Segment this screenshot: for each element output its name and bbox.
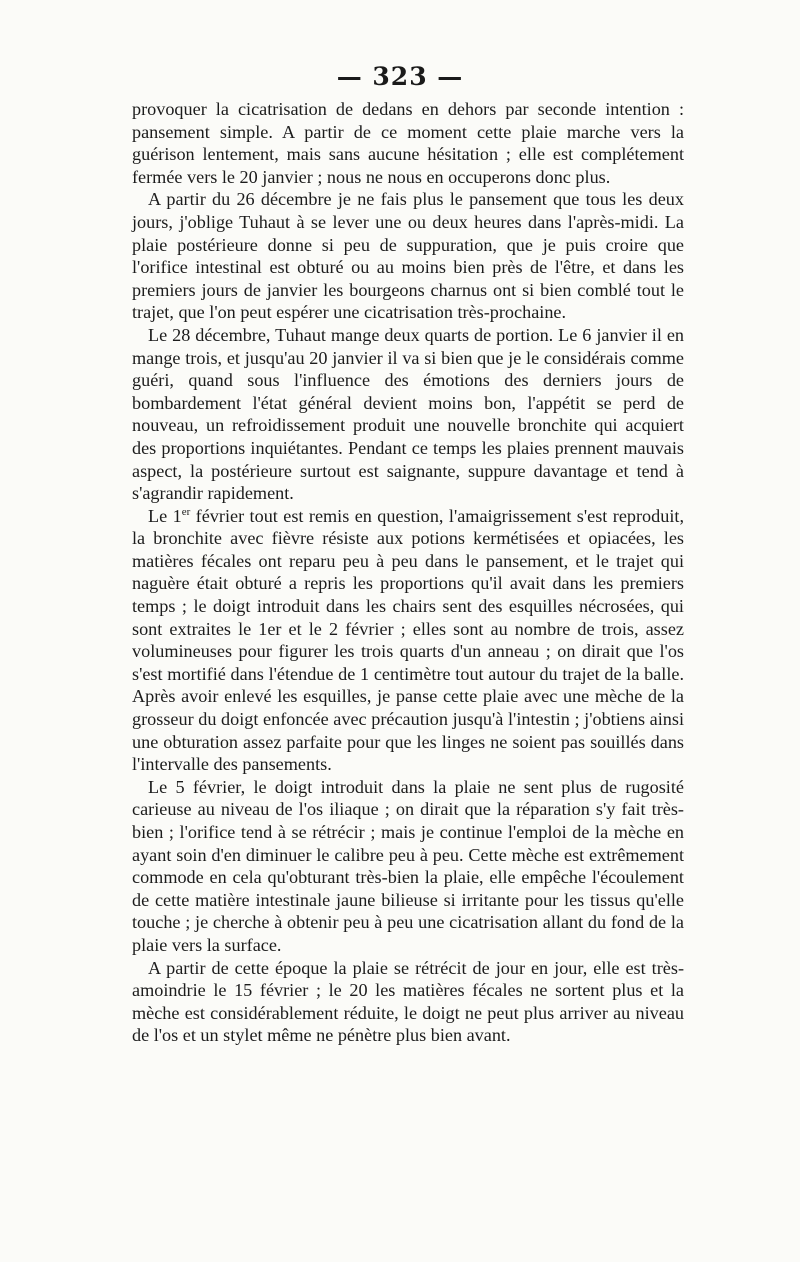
paragraph-lead: Le 1 xyxy=(148,505,182,526)
paragraph-rest: février tout est remis en question, l'amaigrissement s'est reproduit, la bronchite avec fièvre résiste aux potions kermétisées et opiacées, les matières fécales ont reparu peu à peu dans le pansement, et le trajet qui naguère était obturé a repris les proportions qu'il avait dans les premiers temps ; le doigt introduit dans les chairs sent des esquilles nécrosées, qui sont extraites le 1er et le 2 février ; elles sont au nombre de trois, assez volumineuses pour figurer les trois quarts d'un anneau ; on dirait que l'os s'est mortifié dans l'étendue de 1 centimètre tout autour du trajet de la balle. Après avoir enlevé les esquilles, je panse cette plaie avec une mèche de la grosseur du doigt enfoncée avec précaution jusqu'à l'intestin ; j'obtiens ainsi une obturation assez parfaite pour que les linges ne soient pas souillés dans l'intervalle des pansements. xyxy=(132,505,684,775)
ordinal-superscript: er xyxy=(181,505,191,518)
page-number: — 323 — xyxy=(336,62,464,91)
paragraph: Le 5 février, le doigt introduit dans la plaie ne sent plus de rugosité carieuse au niveau de l'os iliaque ; on dirait que la réparation s'y fait très-bien ; l'orifice tend à se rétrécir ; mais je continue l'emploi de la mèche en ayant soin d'en diminuer le calibre peu à peu. Cette mèche est extrêmement commode en cela qu'obturant très-bien la plaie, elle empêche l'écoulement de cette matière intestinale jaune bilieuse si irritante pour les tissus qu'elle touche ; je cherche à obtenir peu à peu une cicatrisation allant du fond de la plaie vers la surface. xyxy=(132,776,684,955)
paragraph: Le 28 décembre, Tuhaut mange deux quarts de portion. Le 6 janvier il en mange trois, et jusqu'au 20 janvier il va si bien que je le considérais comme guéri, quand sous l'influence des émotions des derniers jours de bombardement l'état général devient moins bon, l'appétit se perd de nouveau, un refroidissement produit une nouvelle bronchite qui acquiert des proportions inquiétantes. Pendant ce temps les plaies prennent mauvais aspect, la postérieure surtout est saignante, suppure davantage et tend à s'agrandir rapidement. xyxy=(132,324,684,504)
paragraph: provoquer la cicatrisation de dedans en dehors par seconde intention : pansement simple. A partir de ce moment cette plaie marche vers la guérison lentement, mais sans aucune hésitation ; elle est complétement fermée vers le 20 janvier ; nous ne nous en occuperons donc plus. xyxy=(132,99,684,187)
body-text xyxy=(132,98,684,1047)
paragraph: A partir du 26 décembre je ne fais plus le pansement que tous les deux jours, j'oblige Tuhaut à se lever une ou deux heures dans l'après-midi. La plaie postérieure donne si peu de suppuration, que je puis croire que l'orifice intestinal est obturé ou au moins bien près de l'être, et dans les premiers jours de janvier les bourgeons charnus ont si bien comblé tout le trajet, que l'on peut espérer une cicatrisation très-prochaine. xyxy=(132,189,684,323)
paragraph xyxy=(132,505,684,776)
paragraph: A partir de cette époque la plaie se rétrécit de jour en jour, elle est très-amoindrie le 15 février ; le 20 les matières fécales ne sortent plus et la mèche est considérablement réduite, le doigt ne peut plus arriver au niveau de l'os et un stylet même ne pénètre plus bien avant. xyxy=(132,957,684,1046)
